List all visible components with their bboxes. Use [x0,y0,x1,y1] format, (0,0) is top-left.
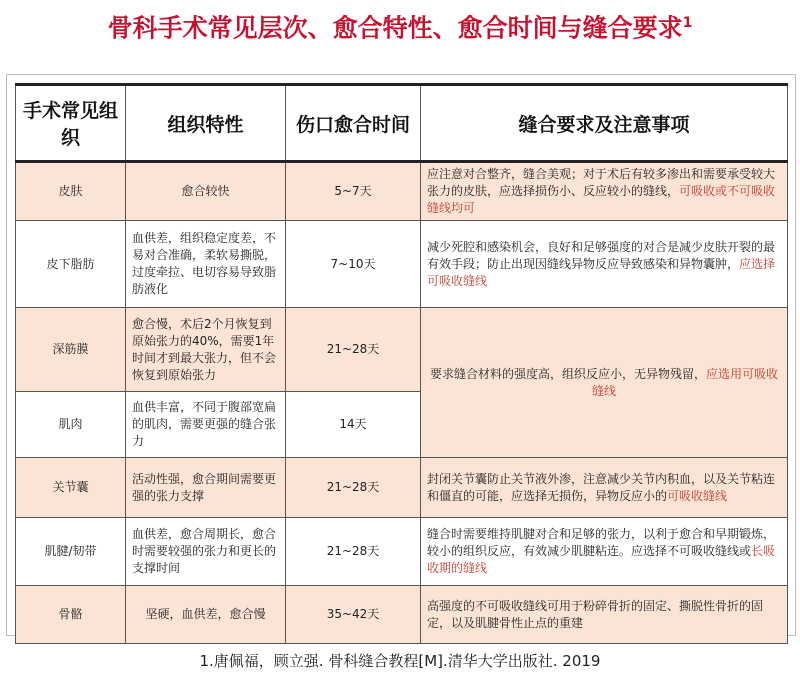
req-highlight: 可吸收或不可吸收缝线均可 [427,184,776,215]
cell-tissue: 肌肉 [16,392,126,458]
cell-time: 5~7天 [286,162,421,221]
table-row [16,458,788,518]
cell-requirements [421,162,788,221]
cell-requirements [421,586,788,644]
page-title [0,6,800,45]
req-text: 封闭关节囊防止关节液外渗，注意减少关节内积血，以及关节粘连和僵直的可能，应选择无损伤，异物反应小的 [427,471,776,503]
header-healing-time: 伤口愈合时间 [286,85,421,162]
cell-requirements [421,518,788,586]
cell-property: 血供差，组织稳定度差，不易对合准确，柔软易撕脱，过度牵拉、电切容易导致脂肪液化 [126,221,286,308]
cell-property: 愈合慢，术后2个月恢复到原始张力的40%，需要1年时间才到最大张力，但不会恢复到原始张力 [126,308,286,392]
req-text: 应注意对合整齐，缝合美观；对于术后有较多渗出和需要承受较大张力的皮肤，应选择损伤小、反应较小的缝线， [427,167,776,198]
cell-property: 血供丰富，不同于腹部宽扁的肌肉，需要更强的缝合张力 [126,392,286,458]
cell-requirements [421,221,788,308]
table-row [16,586,788,644]
header-tissue: 手术常见组织 [16,85,126,162]
req-highlight: 应选用可吸收缝线 [591,366,779,398]
table-row [16,162,788,221]
cell-time: 14天 [286,392,421,458]
cell-time: 35~42天 [286,586,421,644]
table-row [16,221,788,308]
cell-requirements [421,458,788,518]
cell-time: 7~10天 [286,221,421,308]
req-highlight: 长吸收期的缝线 [427,544,776,575]
title-footnote-marker: 1 [682,15,693,31]
table-row [16,308,788,392]
cell-time: 21~28天 [286,308,421,392]
cell-tissue: 肌腱/韧带 [16,518,126,586]
req-text: 高强度的不可吸收缝线可用于粉碎骨折的固定、撕脱性骨折的固定，以及肌腱骨性止点的重建 [427,598,764,630]
req-text: 减少死腔和感染机会，良好和足够强度的对合是减少皮肤开裂的最有效手段；防止出现因缝线异物反应导致感染和异物囊肿， [427,239,776,271]
table-row [16,518,788,586]
cell-property: 愈合较快 [126,162,286,221]
title-text: 骨科手术常见层次、愈合特性、愈合时间与缝合要求 [107,13,683,43]
req-text: 要求缝合材料的强度高，组织反应小，无异物残留， [429,366,706,381]
table-frame [6,74,796,636]
cell-tissue: 关节囊 [16,458,126,518]
header-property: 组织特性 [126,85,286,162]
req-text: 缝合时需要维持肌腱对合和足够的张力，以利于愈合和早期锻炼，较小的组织反应，有效减少肌腱粘连。应选择不可吸收缝线或 [427,527,776,558]
cell-time: 21~28天 [286,458,421,518]
cell-tissue: 深筋膜 [16,308,126,392]
cell-tissue: 皮肤 [16,162,126,221]
suture-table [15,83,788,644]
citation: 1.唐佩福，顾立强. 骨科缝合教程[M].清华大学出版社. 2019 [199,652,601,670]
header-requirements: 缝合要求及注意事项 [421,85,788,162]
cell-requirements-merged [421,308,788,458]
cell-tissue: 皮下脂肪 [16,221,126,308]
req-highlight: 可吸收缝线 [667,488,728,503]
req-highlight: 应选择可吸收缝线 [427,256,776,288]
cell-property: 血供差，愈合周期长，愈合时需要较强的张力和更长的支撑时间 [126,518,286,586]
table-header-row [16,85,788,162]
cell-tissue: 骨骼 [16,586,126,644]
cell-property: 活动性强，愈合期间需要更强的张力支撑 [126,458,286,518]
cell-time: 21~28天 [286,518,421,586]
cell-property: 坚硬，血供差，愈合慢 [126,586,286,644]
